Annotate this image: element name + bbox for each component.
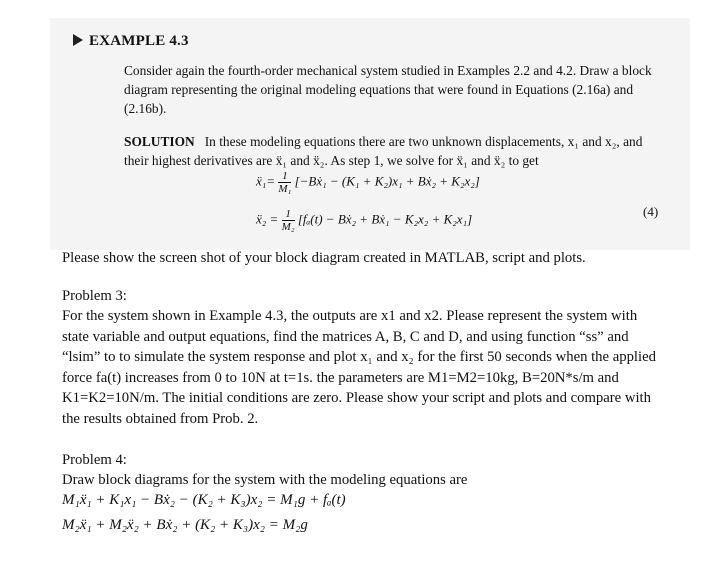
problem4-title: Problem 4: <box>62 452 127 468</box>
equation-x1: ẍ₁= $\frac{1}{\text{M₁}}$ [−Bẋ₁ − (K₁ + K₂)x₁ + Bẋ₂ + K₂x₂] <box>256 170 480 195</box>
problem4-equation-2: M₂ẍ₁ + M₂ẍ₂ + Bẋ₂ + (K₂ + K₃)x₂ = M₂g <box>62 517 308 533</box>
problem3-title: Problem 3: <box>62 288 127 304</box>
triangle-bullet-icon <box>73 34 83 46</box>
solution-label: SOLUTION <box>124 134 195 149</box>
solution-paragraph <box>124 132 664 170</box>
fraction: $\frac{1}{\text{M₁}}$ <box>278 170 292 195</box>
solution-text: In these modeling equations there are two unknown displacements, x₁ and x₂, and their highest derivatives are ẍ₁ and ẍ₂. As step 1, we solve for ẍ₁ and ẍ₂ to get <box>124 134 643 168</box>
example-heading: EXAMPLE 4.3 <box>73 33 189 50</box>
example-intro: Consider again the fourth-order mechanical system studied in Examples 2.2 and 4.2. Draw a block diagram representing the original modeling equations that were found in Equations (2.16a) and (2.16b). <box>124 63 652 116</box>
prompt-line: Please show the screen shot of your block diagram created in MATLAB, script and plots. <box>62 250 586 266</box>
equation-number: (4) <box>643 204 659 219</box>
fraction: $\frac{1}{\text{M₂}}$ <box>281 208 295 233</box>
problem4-intro: Draw block diagrams for the system with the modeling equations are <box>62 472 468 488</box>
problem3-body: For the system shown in Example 4.3, the outputs are x1 and x2. Please represent the system with state variable and output equations, find the matrices A, B, C and D, and using function “ss” and “lsim” to to simulate the system response and plot x₁ and x₂ for the first 50 seconds when the applied force fa(t) increases from 0 to 10N at t=1s. the parameters are M1=M2=10kg, B=20N*s/m and K1=K2=10N/m. The initial conditions are zero. Please show your script and plots and compare with the results obtained from Prob. 2. <box>62 308 656 427</box>
equation-x2: ẍ₂ = $\frac{1}{\text{M₂}}$ [fₐ(t) − Bẋ₂ + Bẋ₁ − K₂x₂ + K₂x₁] <box>256 208 473 233</box>
problem4-equation-1: M₁ẍ₁ + K₁x₁ − Bẋ₂ − (K₂ + K₃)x₂ = M₁g + fₐ(t) <box>62 492 346 508</box>
